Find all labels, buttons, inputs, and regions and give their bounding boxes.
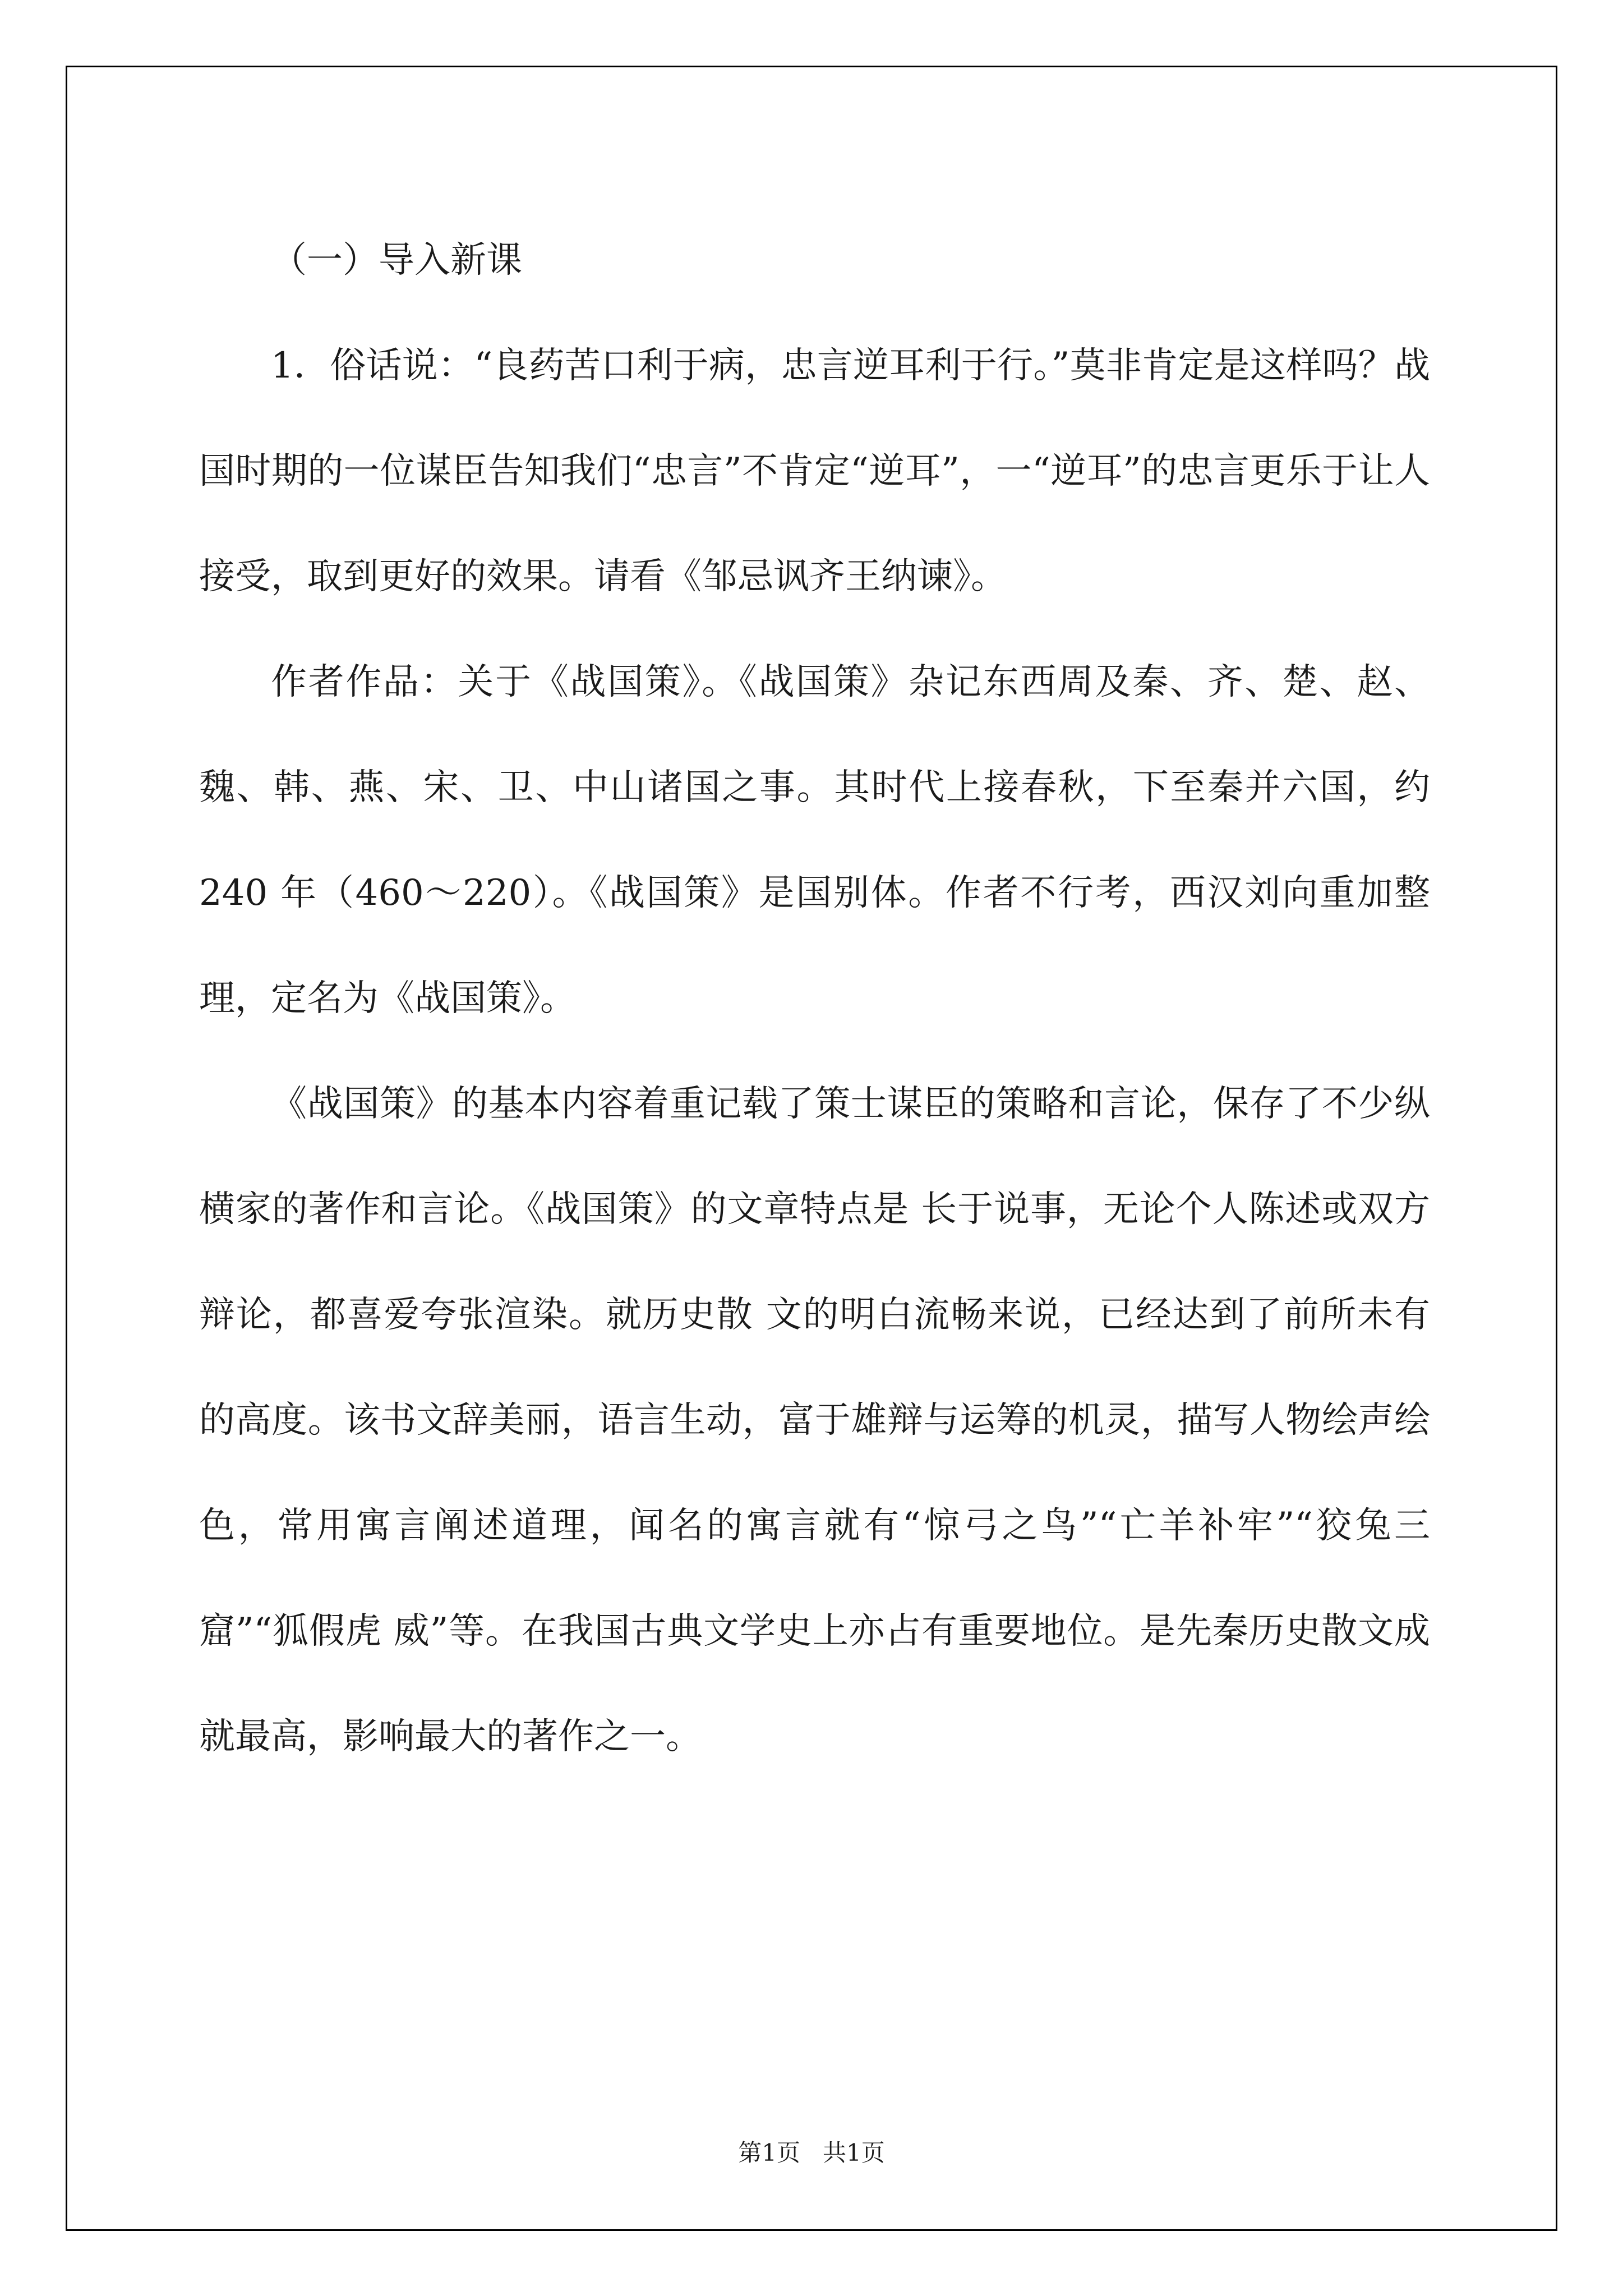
paragraph-author-works: 作者作品：关于《战国策》。《战国策》杂记东西周及秦、齐、楚、赵、魏、韩、燕、宋、卫、中山诸国之事。其时代上接春秋，下至秦并六国，约 240 年（460～220）。《战国策》是国别体。作者不行考，西汉刘向重加整理，定名为《战国策》。 bbox=[199, 661, 1430, 1019]
paragraph-content-features: 《战国策》的基本内容着重记载了策士谋臣的策略和言论，保存了不少纵横家的著作和言论。《战国策》的文章特点是 长于说事，无论个人陈述或双方辩论，都喜爱夸张渲染。就历史散 文的明白流畅来说，已经达到了前所未有的高度。该书文辞美丽，语言生动，富于雄辩与运筹的机灵，描写人物绘声绘色，常用寓言阐述道理，闻名的寓言就有“惊弓之鸟”“亡羊补牢”“狡兔三窟”“狐假虎 威”等。在我国古典文学史上亦占有重要地位。是先秦历史散文成就最高，影响最大的著作之一。 bbox=[199, 1083, 1430, 1757]
section-heading: （一）导入新课 bbox=[271, 240, 522, 281]
paragraph-intro: 1．俗话说：“良药苦口利于病，忠言逆耳利于行。”莫非肯定是这样吗？战国时期的一位谋臣告知我们“忠言”不肯定“逆耳”，一“逆耳”的忠言更乐于让人接受，取到更好的效果。请看《邹忌讽齐王纳谏》。 bbox=[199, 345, 1430, 597]
page-number-footer: 第1页 共1页 bbox=[738, 2139, 885, 2166]
document-body bbox=[199, 208, 1430, 1789]
